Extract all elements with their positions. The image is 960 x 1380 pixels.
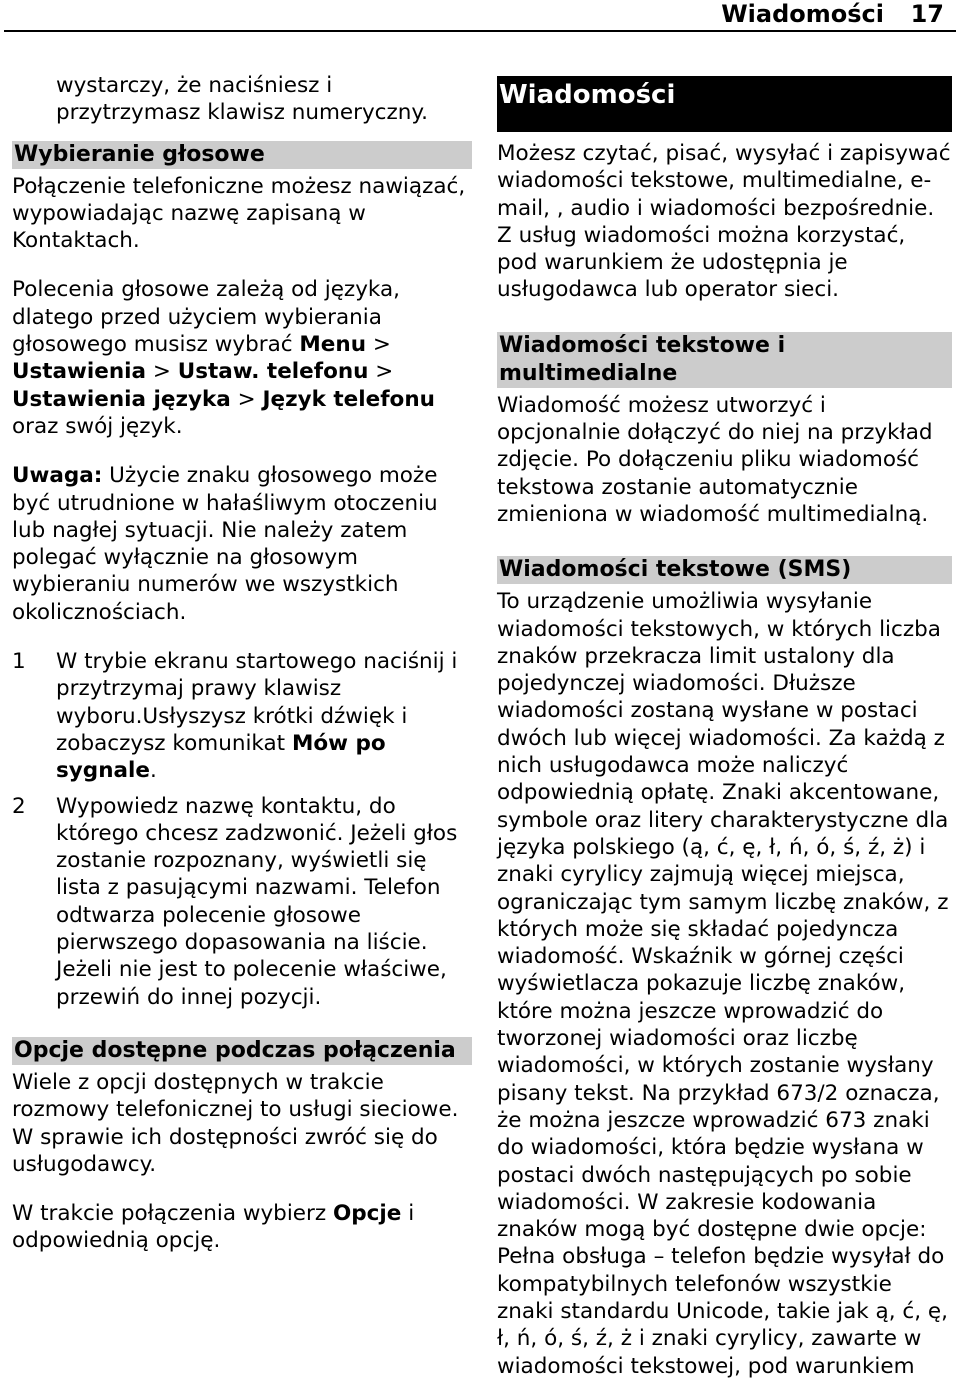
note-text: Użycie znaku głosowego może być utrudnione w hałaśliwym otoczeniu lub nagłej sytuacji. Nie należy zatem polegać wyłącznie na głosowym wybieraniu numerów we wszystkich okolicznościach. <box>12 463 438 625</box>
list-item <box>12 793 472 1011</box>
path-separator: > <box>366 332 391 358</box>
messages-heading: Wiadomości <box>497 76 952 132</box>
options-bold: Opcje <box>333 1201 402 1227</box>
right-column <box>497 76 952 1380</box>
header-title: Wiadomości <box>721 0 884 28</box>
path-separator: > <box>146 359 178 385</box>
options-heading: Opcje dostępne podczas połączenia <box>12 1037 472 1065</box>
step-text <box>56 648 472 784</box>
options-p2-text: W trakcie połączenia wybierz <box>12 1201 333 1227</box>
voice-p2-end: oraz swój język. <box>12 413 183 439</box>
step-number: 2 <box>12 793 26 819</box>
note-paragraph <box>12 462 472 626</box>
list-item <box>12 648 472 784</box>
step-text-b: . <box>149 758 157 784</box>
step-text-a: Wypowiedz nazwę kontaktu, do którego chcesz zadzwonić. Jeżeli głos zostanie rozpoznany, wyświetli się lista z pasującymi nazwami. Telefon odtwarza polecenie głosowe pierwszego dopasowania na liście. Jeżeli nie jest to polecenie właściwe, przewiń do innej pozycji. <box>56 793 458 1010</box>
step-text <box>56 793 472 1011</box>
options-paragraph-1: Wiele z opcji dostępnych w trakcie rozmowy telefonicznej to usługi sieciowe. W sprawie ich dostępności zwróć się do usługodawcy. <box>12 1069 459 1177</box>
header-rule <box>4 30 956 32</box>
options-p2-end: i odpowiednią opcję. <box>12 1201 415 1254</box>
path-separator: > <box>230 386 263 412</box>
mms-paragraph: Wiadomość możesz utworzyć i opcjonalnie dołączyć do niej na przykład zdjęcie. Po dołączeniu pliku wiadomość tekstowa zostanie automatycznie zmieniona w wiadomość multimedialną. <box>497 392 933 527</box>
note-label: Uwaga: <box>12 463 103 489</box>
options-paragraph-2 <box>12 1200 472 1255</box>
intro-paragraph: wystarczy, że naciśniesz i przytrzymasz klawisz numeryczny. <box>56 73 428 126</box>
voice-paragraph-1: Połączenie telefoniczne możesz nawiązać, wypowiadając nazwę zapisaną w Kontaktach. <box>12 173 466 254</box>
menu-path-settings: Ustawienia <box>12 359 147 385</box>
menu-path-phone-settings: Ustaw. telefonu <box>177 359 369 385</box>
menu-path-menu: Menu <box>299 332 366 358</box>
page-number: 17 <box>910 0 944 28</box>
voice-dialing-heading: Wybieranie głosowe <box>12 141 472 169</box>
page-header <box>0 0 960 30</box>
voice-paragraph-2 <box>12 276 472 440</box>
mms-heading: Wiadomości tekstowe i multimedialne <box>497 332 952 388</box>
sms-heading: Wiadomości tekstowe (SMS) <box>497 556 952 584</box>
left-column <box>12 72 472 1255</box>
menu-path-phone-language: Język telefonu <box>262 386 435 412</box>
step-bold: Mów po sygnale <box>56 730 386 784</box>
sms-paragraph: To urządzenie umożliwia wysyłanie wiadomości tekstowych, w których liczba znaków przekracza limit ustalony dla pojedynczej wiadomości. Dłuższe wiadomości zostaną wysłane w postaci dwóch lub więcej wiadomości. Za każdą z nich usługodawca może naliczyć odpowiednią opłatę. Znaki akcentowane, symbole oraz litery charakterystyczne dla języka polskiego (ą, ć, ę, ł, ń, ó, ś, ź, ż) i znaki cyrylicy zajmują więcej miejsca, ograniczając tym samym liczbę znaków, z których może się składać pojedyncza wiadomość. Wskaźnik w górnej części wyświetlacza pokazuje liczbę znaków, które można jeszcze wprowadzić do tworzonej wiadomości oraz liczbę wiadomości, w których zostanie wysłany pisany tekst. Na przykład 673/2 oznacza, że można jeszcze wprowadzić 673 znaki do wiadomości, która będzie wysłana w postaci dwóch następujących po sobie wiadomości. W zakresie kodowania znaków mogą być dostępne dwie opcje: Pełna obsługa – telefon będzie wysyłał do kompatybilnych telefonów wszystkie znaki standardu Unicode, takie jak ą, ć, ę, ł, ń, ó, ś, ź, ż i znaki cyrylicy, zawarte w wiadomości tekstowej, pod warunkiem <box>497 589 949 1379</box>
voice-p2-text: Polecenia głosowe zależą od języka, dlatego przed użyciem wybierania głosowego musisz wybrać <box>12 277 401 358</box>
steps-list <box>12 648 472 1011</box>
menu-path-language-settings: Ustawienia języka <box>12 386 231 412</box>
step-text-a: W trybie ekranu startowego naciśnij i przytrzymaj prawy klawisz wyboru.Usłyszysz krótki dźwięk i zobaczysz komunikat <box>56 649 458 756</box>
step-number: 1 <box>12 649 26 675</box>
messages-paragraph: Możesz czytać, pisać, wysyłać i zapisywać wiadomości tekstowe, multimedialne, e-mail, , audio i wiadomości bezpośrednie. Z usług wiadomości można korzystać, pod warunkiem że udostępnia je usługodawca lub operator sieci. <box>497 141 951 303</box>
path-separator: > <box>368 359 394 385</box>
